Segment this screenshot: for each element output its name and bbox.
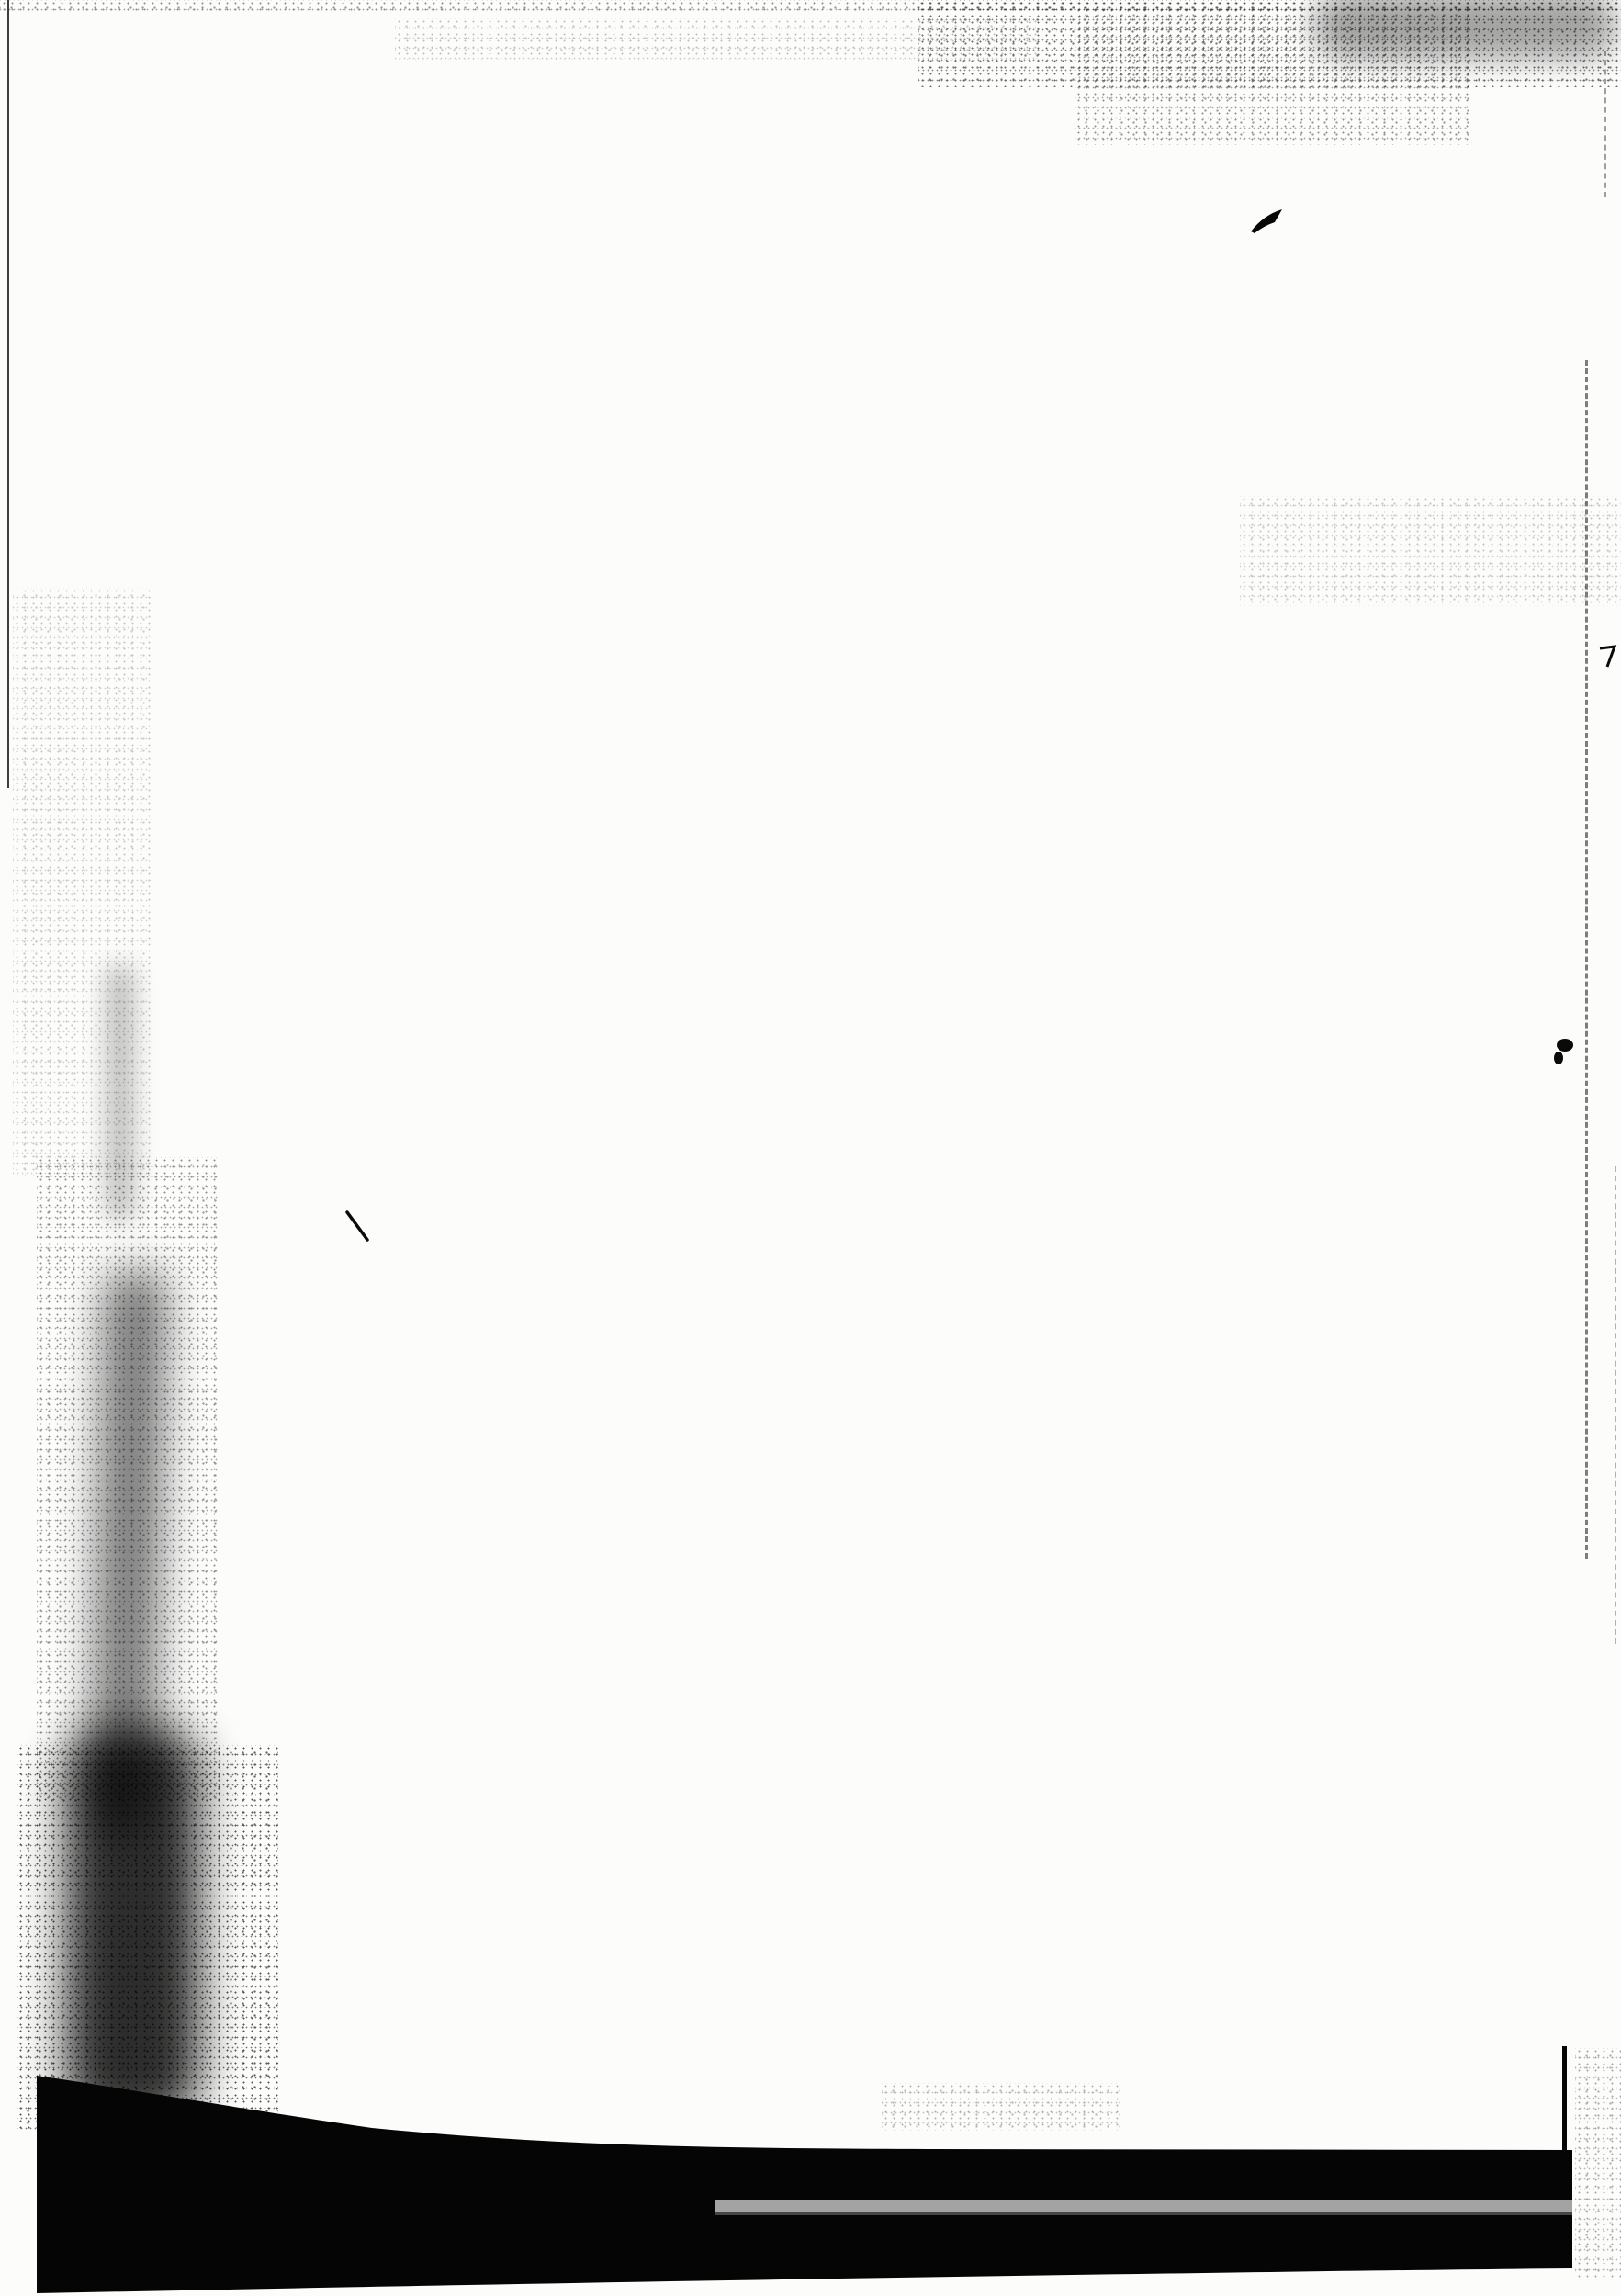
- right-dashed-line-top: [1604, 51, 1606, 197]
- scan-noise-left-upper: [13, 588, 151, 1176]
- band-white-streak: [715, 2200, 1572, 2212]
- scan-noise-top-strip: [0, 0, 1621, 15]
- ink-blot-right: [1557, 1039, 1573, 1052]
- toner-smear-upper: [108, 964, 132, 1221]
- scan-noise-top-right-deep: [1075, 7, 1469, 145]
- ink-mark-arrow: [1251, 209, 1282, 233]
- toner-smear-lower: [66, 1727, 199, 2122]
- ink-mark-hook: [1600, 647, 1615, 667]
- toner-smear-mid: [89, 1266, 168, 1838]
- bottom-scan-band: [37, 2076, 1572, 2293]
- ink-blot-right-tail: [1554, 1052, 1563, 1064]
- scan-noise-above-band: [882, 2083, 1120, 2131]
- scan-noise-right-mid: [1240, 496, 1621, 606]
- scan-noise-left-mid: [37, 1157, 220, 1800]
- right-dashed-line-faint: [1615, 1166, 1616, 1644]
- scan-noise-top-right: [918, 0, 1621, 87]
- right-solid-line-bottom: [1562, 2046, 1567, 2152]
- right-dashed-line-long: [1585, 360, 1588, 1559]
- toner-smear-top-right: [1313, 0, 1616, 59]
- scan-noise-right-margin-bottom: [1575, 2048, 1621, 2278]
- left-edge-line: [7, 0, 9, 788]
- scan-noise-top-middle: [395, 18, 1038, 60]
- ink-mark-stroke: [347, 1212, 367, 1240]
- scan-noise-left-lower: [17, 1745, 278, 2131]
- band-gray-streak: [715, 2212, 1572, 2215]
